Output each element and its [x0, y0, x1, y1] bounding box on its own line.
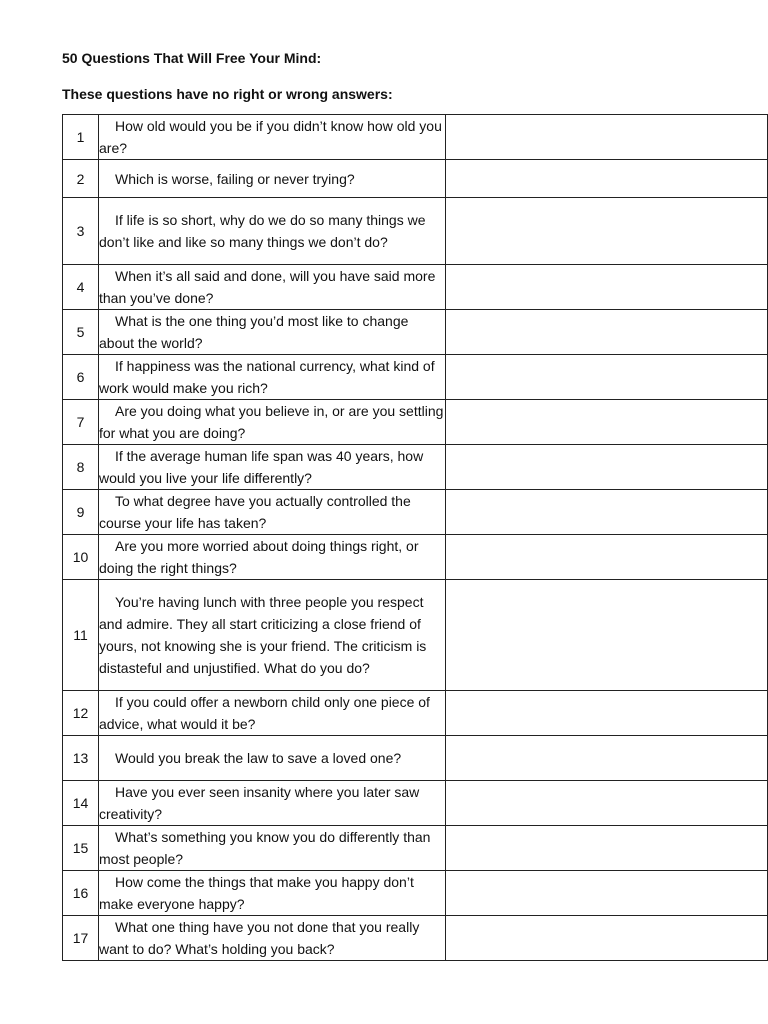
- question-row: [63, 736, 768, 781]
- answer-cell[interactable]: [446, 781, 768, 826]
- answer-cell[interactable]: [446, 826, 768, 871]
- question-row: [63, 490, 768, 535]
- questions-table: [62, 114, 768, 961]
- answer-cell[interactable]: [446, 160, 768, 198]
- question-number: 12: [63, 691, 99, 736]
- question-row: [63, 355, 768, 400]
- question-text: Have you ever seen insanity where you later saw creativity?: [99, 781, 446, 826]
- question-number: 5: [63, 310, 99, 355]
- question-row: [63, 115, 768, 160]
- question-row: [63, 160, 768, 198]
- answer-cell[interactable]: [446, 535, 768, 580]
- question-text: How come the things that make you happy don’t make everyone happy?: [99, 871, 446, 916]
- question-text: Which is worse, failing or never trying?: [99, 160, 446, 198]
- question-number: 16: [63, 871, 99, 916]
- question-row: [63, 826, 768, 871]
- question-number: 3: [63, 198, 99, 265]
- document-subtitle: These questions have no right or wrong answers:: [62, 86, 393, 102]
- question-text: What is the one thing you’d most like to change about the world?: [99, 310, 446, 355]
- question-row: [63, 691, 768, 736]
- question-row: [63, 535, 768, 580]
- question-row: [63, 916, 768, 961]
- question-number: 15: [63, 826, 99, 871]
- question-row: [63, 310, 768, 355]
- answer-cell[interactable]: [446, 580, 768, 691]
- question-text: Are you doing what you believe in, or are you settling for what you are doing?: [99, 400, 446, 445]
- answer-cell[interactable]: [446, 916, 768, 961]
- question-text: What one thing have you not done that you really want to do? What’s holding you back?: [99, 916, 446, 961]
- question-row: [63, 871, 768, 916]
- question-number: 10: [63, 535, 99, 580]
- answer-cell[interactable]: [446, 490, 768, 535]
- answer-cell[interactable]: [446, 115, 768, 160]
- question-number: 1: [63, 115, 99, 160]
- question-text: If life is so short, why do we do so many things we don’t like and like so many things we don’t do?: [99, 198, 446, 265]
- question-text: If happiness was the national currency, what kind of work would make you rich?: [99, 355, 446, 400]
- question-row: [63, 580, 768, 691]
- question-text: If the average human life span was 40 years, how would you live your life differently?: [99, 445, 446, 490]
- question-number: 13: [63, 736, 99, 781]
- question-number: 6: [63, 355, 99, 400]
- question-number: 8: [63, 445, 99, 490]
- question-text: Are you more worried about doing things right, or doing the right things?: [99, 535, 446, 580]
- question-row: [63, 198, 768, 265]
- question-text: To what degree have you actually controlled the course your life has taken?: [99, 490, 446, 535]
- question-number: 11: [63, 580, 99, 691]
- question-number: 7: [63, 400, 99, 445]
- answer-cell[interactable]: [446, 310, 768, 355]
- answer-cell[interactable]: [446, 355, 768, 400]
- question-text: What’s something you know you do differently than most people?: [99, 826, 446, 871]
- question-row: [63, 445, 768, 490]
- answer-cell[interactable]: [446, 691, 768, 736]
- question-number: 17: [63, 916, 99, 961]
- question-number: 2: [63, 160, 99, 198]
- document-title: 50 Questions That Will Free Your Mind:: [62, 50, 322, 66]
- question-number: 14: [63, 781, 99, 826]
- question-text: You’re having lunch with three people you respect and admire. They all start criticizing a close friend of yours, not knowing she is your friend. The criticism is distasteful and unjustified. What do you do?: [99, 580, 446, 691]
- question-text: Would you break the law to save a loved one?: [99, 736, 446, 781]
- question-row: [63, 781, 768, 826]
- question-row: [63, 265, 768, 310]
- answer-cell[interactable]: [446, 265, 768, 310]
- document-page: [62, 48, 768, 957]
- question-number: 9: [63, 490, 99, 535]
- answer-cell[interactable]: [446, 871, 768, 916]
- answer-cell[interactable]: [446, 445, 768, 490]
- question-text: When it’s all said and done, will you have said more than you’ve done?: [99, 265, 446, 310]
- question-number: 4: [63, 265, 99, 310]
- answer-cell[interactable]: [446, 736, 768, 781]
- question-text: If you could offer a newborn child only one piece of advice, what would it be?: [99, 691, 446, 736]
- question-text: How old would you be if you didn’t know how old you are?: [99, 115, 446, 160]
- answer-cell[interactable]: [446, 400, 768, 445]
- question-row: [63, 400, 768, 445]
- answer-cell[interactable]: [446, 198, 768, 265]
